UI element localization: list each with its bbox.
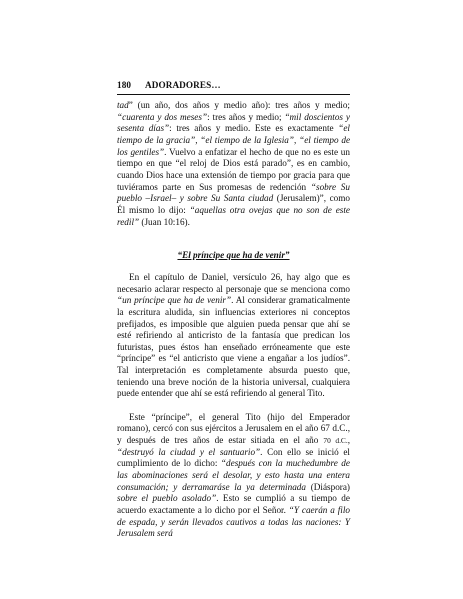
page-body xyxy=(117,100,350,540)
text-span: sobre el pueblo asolado” xyxy=(117,493,217,504)
section-heading: “El príncipe que ha de venir” xyxy=(177,250,290,261)
text-span: “aquellas otra ovejas que no son de este redil” xyxy=(117,204,350,227)
text-span: “el tiempo de los gentiles” xyxy=(117,134,351,157)
spacer xyxy=(117,262,350,272)
text-span: En el capítulo de Daniel, versículo 26, hay algo que es necesario aclarar respecto al personaje que se menciona como xyxy=(117,271,350,294)
text-span: “mil doscientos y sesenta días” xyxy=(117,111,350,134)
text-span: “sobre Su pueblo –Israel– y sobre Su Santa ciudad xyxy=(117,181,350,204)
text-span: , xyxy=(294,134,300,145)
text-span: ” (un año, dos años y medio año): tres años y medio; xyxy=(128,100,350,110)
text-span: : tres años y medio. Este es exactamente xyxy=(169,123,339,134)
running-title: ADORADORES… xyxy=(145,80,221,90)
page-header xyxy=(117,80,350,94)
text-span: . Vuelvo a enfatizar el hecho de que no es este un tiempo en que “el reloj de Dios está parado”, es en cambio, cuando Dios hace una extensión de tiempo por gracia para que tuviéramos parte en Sus promesas de redención xyxy=(117,146,350,192)
text-span: “Y caerán a filo de espada, y serán llevados cautivos a todas las naciones: Y Jerusalem será xyxy=(117,504,351,539)
text-span: . Con ello se inició el cumplimiento de lo dicho: xyxy=(117,446,350,469)
header-rule xyxy=(117,94,350,95)
text-span: (Diáspora) xyxy=(305,481,350,492)
text-span: : tres años y medio; xyxy=(207,111,285,122)
text-span: “el tiempo de la Iglesia” xyxy=(200,134,295,145)
text-span: , xyxy=(195,134,201,145)
paragraph-intro xyxy=(117,100,350,228)
text-span: . Al considerar gramaticalmente la escritura aludida, sin influencias exteriores ni conceptos prefijados, es imposible que alguien pueda pensar que ahí se esté refiriendo al anticristo de la fantasía que predican los futuristas, pues éstos han enseñado erróneamente que este “príncipe” es “el anticristo que viene a engañar a los judíos”. Tal interpretación es completamente absurda puesto que, teniendo una breve noción de la historia universal, cualquiera puede entender que ahí se está refiriendo al general Tito. xyxy=(117,295,350,399)
text-span: Este “príncipe”, el general Tito (hijo del Emperador romano), cercó con sus ejércitos a Jerusalem en el año 67 d.C., y después de tres años de estar sitiada en el año xyxy=(117,411,350,446)
text-span: (Jerusalem)”, como Él mismo lo dijo: xyxy=(117,193,350,215)
text-span: “después con la muchedumbre de las abominaciones será el desolar, y esto hasta una entera consumación; y derramaráse la ya determinada xyxy=(117,458,350,492)
spacer xyxy=(117,400,350,412)
text-span: “cuarenta y dos meses” xyxy=(117,111,208,122)
text-span: “el tiempo de la gracia” xyxy=(117,123,350,145)
text-span: , xyxy=(347,435,350,446)
text-span: (Juan 10:16). xyxy=(139,216,190,227)
page-number: 180 xyxy=(117,80,132,90)
spacer xyxy=(117,228,350,250)
text-span: 70 d.C. xyxy=(323,436,348,446)
paragraph-tito xyxy=(117,412,350,540)
text-span: “destruyó la ciudad y el santuario” xyxy=(117,446,261,457)
text-span: . Esto se cumplió a su tiempo de acuerdo exactamente a lo dicho por el Señor. xyxy=(117,493,350,515)
text-span: “un príncipe que ha de venir” xyxy=(117,295,232,306)
paragraph-daniel xyxy=(117,272,350,400)
text-span: tad xyxy=(117,100,129,110)
